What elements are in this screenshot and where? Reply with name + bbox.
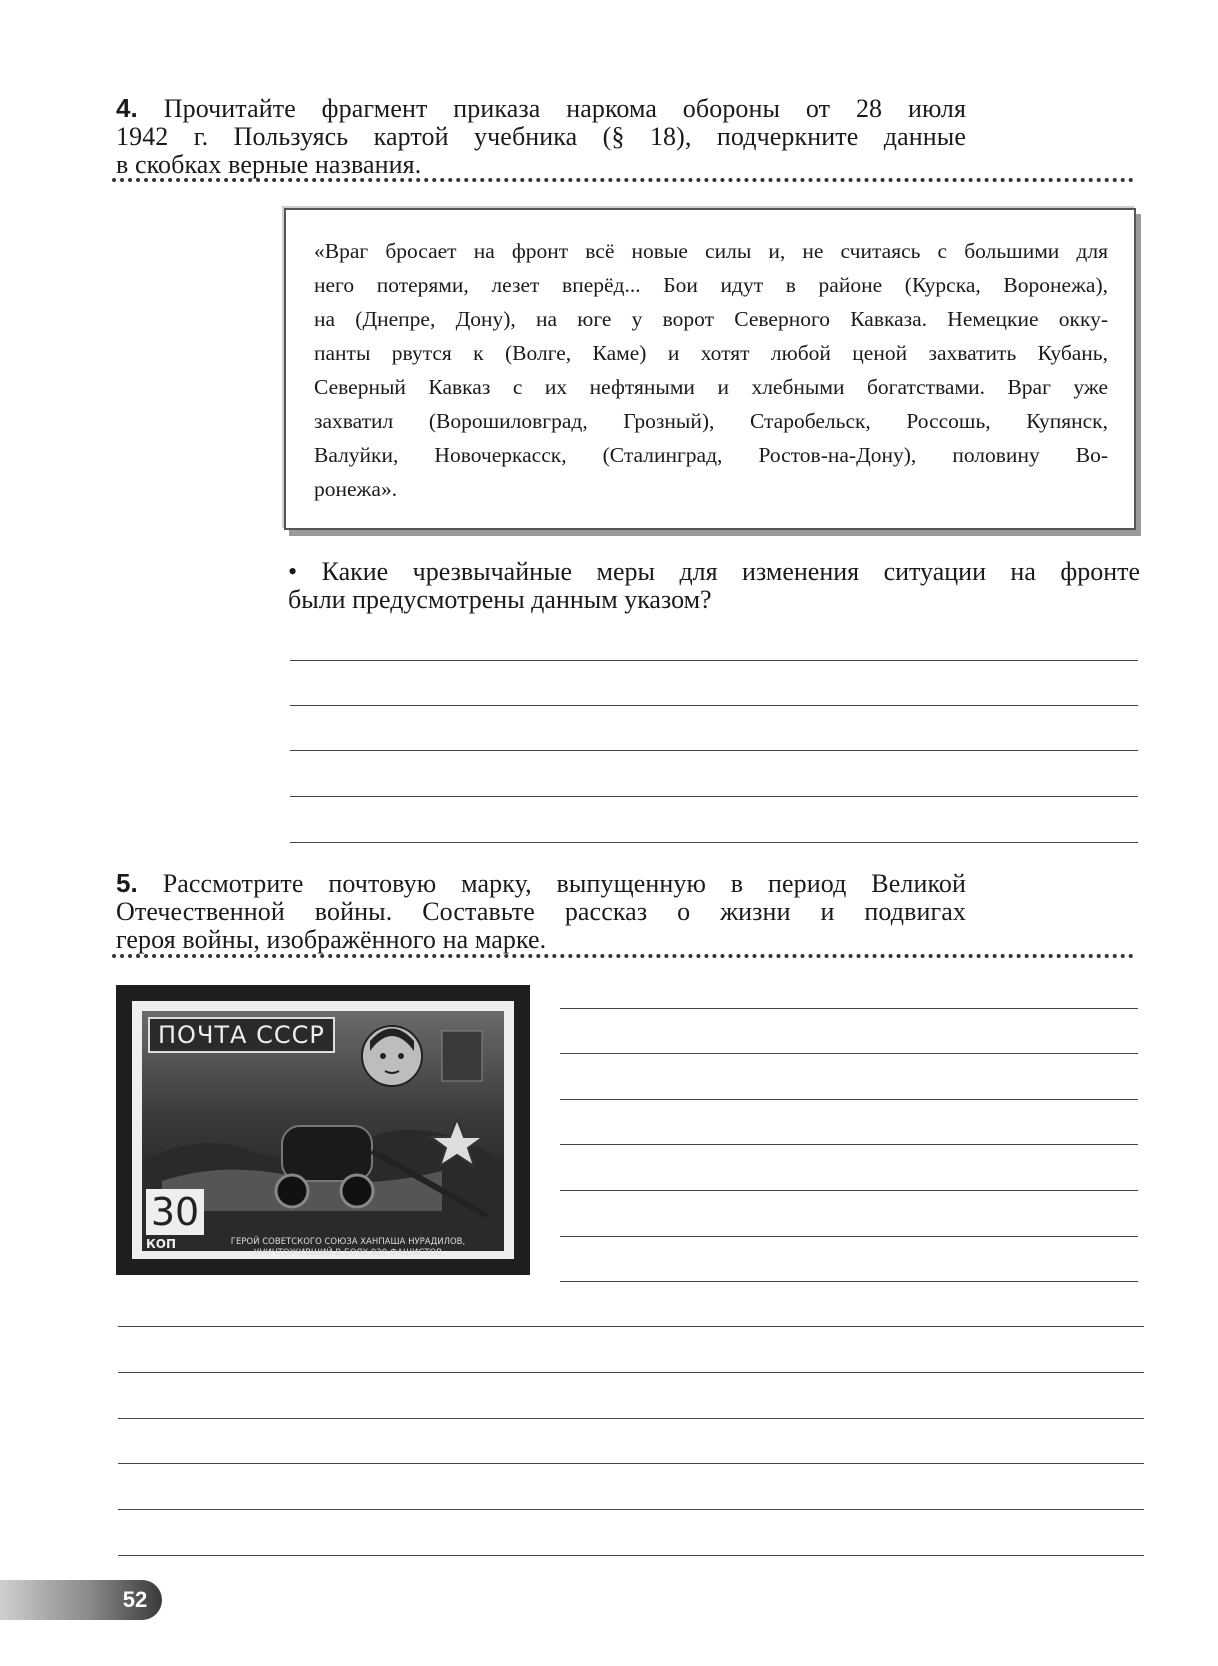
task-4-number: 4. [116, 93, 138, 123]
quote-line-1: «Враг бросает на фронт всё новые силы и, не считаясь с большими для [314, 239, 1108, 263]
stamp-value: 30 [146, 1189, 204, 1235]
page-number: 52 [122, 1587, 148, 1612]
answer-line[interactable] [560, 1144, 1138, 1145]
stamp-title: ПОЧТА СССР [148, 1017, 335, 1053]
quote-line-7: Валуйки, Новочеркасск, (Сталинград, Ростов-на-Дону), половину Во- [314, 443, 1108, 467]
answer-line[interactable] [290, 750, 1138, 751]
task-5-line-3: героя войны, изображённого на марке. [116, 925, 547, 954]
answer-line[interactable] [118, 1372, 1144, 1373]
question-line-1: Какие чрезвычайные меры для изменения ситуации на фронте [321, 557, 1141, 586]
stamp-caption-line-2: УНИЧТОЖИВШИЙ В БОЯХ 920 ФАШИСТОВ [253, 1248, 443, 1258]
answer-line[interactable] [118, 1326, 1144, 1327]
task-4-question [288, 558, 1140, 614]
quote-line-8: ронежа». [314, 477, 398, 501]
answer-line[interactable] [290, 660, 1138, 661]
stamp-artwork [142, 1011, 504, 1258]
quote-line-4: панты рвутся к (Волге, Каме) и хотят любой ценой захватить Кубань, [314, 341, 1108, 365]
answer-line[interactable] [290, 842, 1138, 843]
quote-line-6: захватил (Ворошиловград, Грозный), Старобельск, Россошь, Купянск, [314, 409, 1108, 433]
answer-line[interactable] [560, 1053, 1138, 1054]
bullet-icon: • [288, 557, 298, 586]
answer-line[interactable] [118, 1463, 1144, 1464]
task-4-line-3: в скобках верные названия. [116, 150, 422, 179]
answer-line[interactable] [560, 1190, 1138, 1191]
postage-stamp [116, 985, 530, 1275]
order-quote-box [284, 208, 1136, 530]
task-4-heading [116, 94, 966, 179]
answer-line[interactable] [118, 1509, 1144, 1510]
answer-line[interactable] [560, 1236, 1138, 1237]
answer-line[interactable] [560, 1099, 1138, 1100]
quote-line-2: него потерями, лезет вперёд... Бои идут в районе (Курска, Воронежа), [314, 273, 1108, 297]
quote-line-3: на (Днепре, Дону), на юге у ворот Северного Кавказа. Немецкие окку- [314, 307, 1108, 331]
task-5-line-1: Рассмотрите почтовую марку, выпущенную в период Великой [162, 869, 966, 898]
answer-line[interactable] [118, 1555, 1144, 1556]
question-line-2: были предусмотрены данным указом? [288, 585, 712, 614]
stamp-currency: КОП [146, 1237, 177, 1251]
stamp-caption [212, 1237, 484, 1259]
task-5-dotted-rule [112, 954, 1134, 958]
answer-line[interactable] [290, 705, 1138, 706]
answer-line[interactable] [560, 1281, 1138, 1282]
task-5-line-2: Отечественной войны. Составьте рассказ о жизни и подвигах [116, 897, 966, 926]
answer-line[interactable] [560, 1008, 1138, 1009]
task-5-number: 5. [116, 868, 138, 898]
task-5-heading [116, 869, 966, 954]
task-4-line-2: 1942 г. Пользуясь картой учебника (§ 18), подчеркните данные [116, 122, 966, 151]
stamp-caption-line-1: ГЕРОЙ СОВЕТСКОГО СОЮЗА ХАНПАША НУРАДИЛОВ, [230, 1237, 466, 1247]
quote-line-5: Северный Кавказ с их нефтяными и хлебными богатствами. Враг уже [314, 375, 1108, 399]
answer-line[interactable] [118, 1418, 1144, 1419]
task-4-dotted-rule [112, 178, 1134, 182]
task-4-line-1: Прочитайте фрагмент приказа наркома обороны от 28 июля [163, 94, 967, 123]
answer-line[interactable] [290, 796, 1138, 797]
